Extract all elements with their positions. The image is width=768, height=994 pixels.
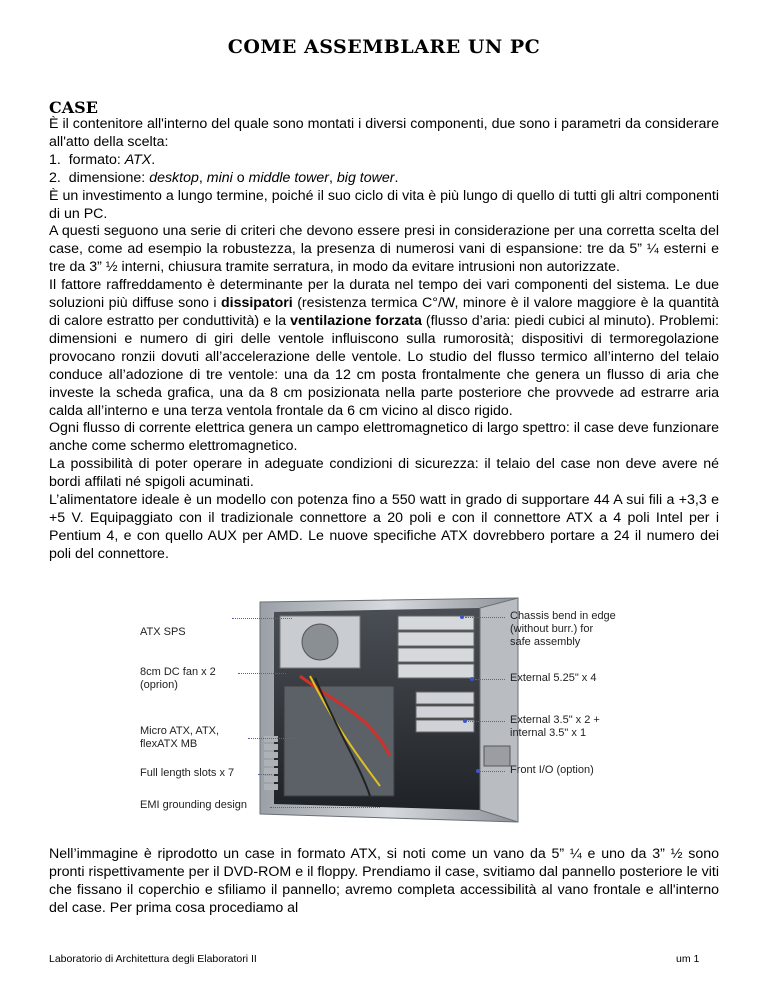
paragraph: Nell’immagine è riprodotto un case in formato ATX, si noti come un vano da 5” ¼ e uno da 3” ½ sono pronti rispettivamente per il DVD-ROM e il floppy. Prendiamo il case, svitiamo dal pannello posteriore le viti che fissano il coperchio e sfiliamo il pannello; avremo completa accessibilità al vano frontale e all'interno del case. Per prima cosa procediamo al	[49, 846, 719, 916]
figure-label-atx-sps: ATX SPS	[140, 626, 186, 638]
paragraph: Ogni flusso di corrente elettrica genera un campo elettromagnetico di largo spettro: il case deve funzionare anche come schermo elettromagnetico.	[49, 420, 719, 455]
list-item	[49, 170, 719, 188]
list-sep: ,	[329, 169, 337, 186]
figure-label-chassis: Chassis bend in edge (without burr.) for safe assembly	[510, 610, 616, 648]
list-sep: ,	[198, 169, 207, 186]
list-value: big tower	[336, 169, 395, 186]
list-punct: .	[394, 169, 399, 186]
list-punct: .	[151, 151, 156, 168]
expansion-slots	[264, 736, 278, 790]
leader-line	[480, 771, 505, 772]
bold-term: dissipatori	[220, 295, 293, 312]
footer-page: um 1	[676, 953, 700, 965]
leader-dot	[476, 769, 480, 773]
figure-label-frontio: Front I/O (option)	[510, 764, 594, 776]
paragraph: È il contenitore all'interno del quale sono montati i diversi componenti, due sono i parametri da considerare all'atto della scelta:	[49, 116, 719, 150]
list-value: desktop	[149, 169, 199, 186]
text-run: Il fattore raffreddamento è determinante per la durata nel tempo dei vari componenti del sistema. Le due soluzioni più diffuse sono i	[49, 277, 719, 312]
paragraph: È un investimento a lungo termine, poiché il suo ciclo di vita è più lungo di quello di tutti gli altri componenti di un PC.	[49, 187, 719, 222]
text-run: (resistenza termica C°/W, minore è il valore maggiore è la quantità di calore estratto per conduttività) e la	[49, 295, 719, 329]
leader-line	[468, 721, 505, 722]
leader-line	[238, 673, 286, 674]
leader-line	[270, 807, 380, 808]
drive-bay-35	[416, 706, 474, 718]
figure-label-fan: 8cm DC fan x 2 (oprion)	[140, 666, 216, 691]
page-title: COME ASSEMBLARE UN PC	[227, 36, 541, 58]
list-number: 1.	[49, 151, 61, 168]
section-heading: CASE	[49, 98, 98, 117]
list-item	[49, 152, 719, 170]
leader-line	[232, 618, 292, 619]
psu-fan	[302, 624, 338, 660]
leader-line	[465, 617, 505, 618]
leader-line	[248, 738, 298, 739]
drive-bay-35	[416, 692, 474, 704]
leader-line	[258, 774, 272, 775]
list-sep: o	[232, 169, 249, 186]
leader-dot	[460, 615, 464, 619]
text-run: (flusso d’aria: piedi cubici al minuto). Problemi: dimensioni e numero di giri delle ventole influiscono sulla rumorosità; dispositivi di termoregolazione provocano ronzii dovuti all’accelerazione delle ventole. Lo studio del flusso termico all’interno del telaio conduce all’adozione di tre ventole: una da 12 cm posta frontalmente che genera un flusso di aria che investe la scheda grafica, una da 8 cm posizionata nella parte posteriore che provvede ad estrarre aria calda all’interno e una terza ventola frontale da 6 cm vicino al disco rigido.	[49, 312, 719, 419]
lower-text	[49, 846, 719, 918]
list-label: dimensione:	[68, 169, 150, 186]
paragraph	[49, 277, 719, 420]
case-figure	[140, 596, 630, 824]
leader-dot	[470, 677, 474, 681]
figure-label-motherboard: Micro ATX, ATX, flexATX MB	[140, 725, 220, 750]
leader-dot	[463, 719, 467, 723]
drive-bay-525	[398, 632, 474, 646]
front-io	[484, 746, 510, 766]
paragraph: La possibilità di poter operare in adeguate condizioni di sicurezza: il telaio del case non deve avere né bordi affilati né spigoli acuminati.	[49, 456, 719, 491]
list-label: formato:	[68, 151, 125, 168]
figure-label-ext35: External 3.5" x 2 + internal 3.5" x 1	[510, 714, 600, 739]
paragraph: A questi seguono una serie di criteri che devono essere presi in considerazione per una corretta scelta del case, come ad esempio la robustezza, la presenza di numerosi vani di espansione: tre da 5” ¼ esterni e tre da 3” ½ interni, chiusura tramite serratura, in modo da evitare intrusioni non autorizzate.	[49, 223, 719, 276]
paragraph: L’alimentatore ideale è un modello con potenza fino a 550 watt in grado di supportare 44 A sui fili a +3,3 e +5 V. Equipaggiato con il tradizionale connettore a 20 poli e con il connettore ATX a 4 poli Intel per i Pentium 4, e con quello AUX per AMD. Le nuove specifiche ATX dovrebbero portare a 24 il numero dei poli del connettore.	[49, 492, 719, 562]
figure-label-emi: EMI grounding design	[140, 799, 248, 811]
list-number: 2.	[49, 169, 61, 186]
figure-label-ext525: External 5.25" x 4	[510, 672, 597, 684]
leader-line	[475, 679, 505, 680]
list-value: ATX	[124, 151, 152, 168]
body-text	[49, 116, 719, 564]
list-value: middle tower	[248, 169, 330, 186]
drive-bay-525	[398, 664, 474, 678]
drive-bay-525	[398, 648, 474, 662]
figure-label-slots: Full length slots x 7	[140, 767, 235, 779]
footer-course: Laboratorio di Architettura degli Elaboratori II	[49, 953, 257, 965]
bold-term: ventilazione forzata	[290, 312, 422, 329]
list-value: mini	[206, 169, 233, 186]
